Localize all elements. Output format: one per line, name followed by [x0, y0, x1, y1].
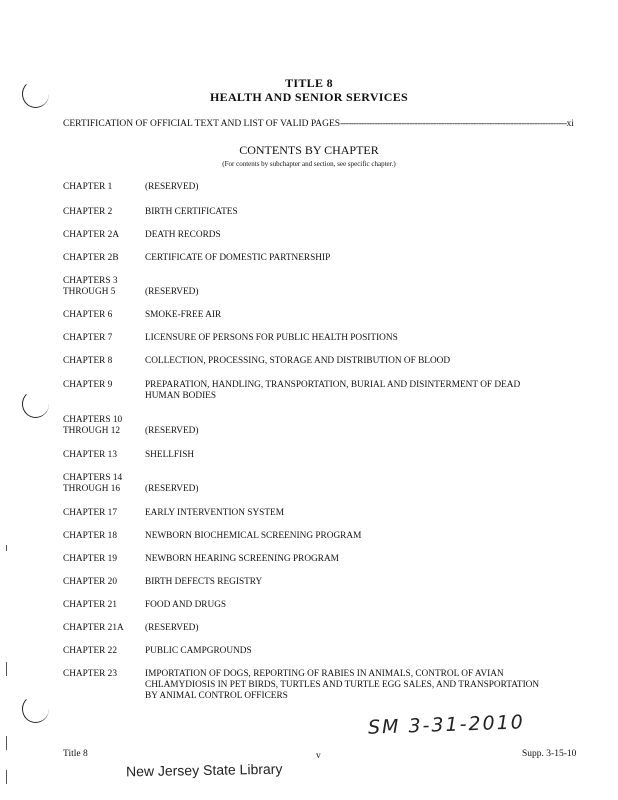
- chapter-title: LICENSURE OF PERSONS FOR PUBLIC HEALTH POSITIONS: [145, 333, 398, 343]
- chapter-title: DEATH RECORDS: [145, 230, 221, 240]
- chapter-title: SHELLFISH: [145, 450, 195, 460]
- chapter-label: CHAPTER 23: [63, 669, 117, 679]
- chapter-title: (RESERVED): [145, 287, 199, 297]
- chapter-title: (RESERVED): [145, 426, 199, 436]
- chapter-label: CHAPTER 21A: [63, 623, 124, 633]
- chapter-label: CHAPTER 18: [63, 531, 117, 541]
- chapter-label: CHAPTER 2B: [63, 253, 119, 263]
- chapter-title: PUBLIC CAMPGROUNDS: [145, 646, 252, 656]
- chapter-label: CHAPTER 9: [63, 380, 113, 390]
- certification-line: [63, 119, 583, 129]
- chapter-label: CHAPTER 2A: [63, 230, 120, 240]
- contents-heading: CONTENTS BY CHAPTER: [239, 143, 379, 157]
- chapter-label: CHAPTER 1: [63, 182, 113, 192]
- handwritten-note: SM 3-31-2010: [367, 711, 526, 739]
- document-subtitle: HEALTH AND SENIOR SERVICES: [210, 90, 408, 104]
- footer-supplement: Supp. 3-15-10: [522, 749, 577, 759]
- chapter-label: CHAPTER 20: [63, 577, 117, 587]
- chapter-label: CHAPTER 6: [63, 310, 113, 320]
- chapter-title: (RESERVED): [145, 484, 199, 494]
- certification-leader: -------------------------------------------------------------------------------------: [340, 119, 567, 129]
- library-stamp: New Jersey State Library: [125, 760, 283, 780]
- chapter-label: CHAPTER 17: [63, 508, 117, 518]
- chapter-label: CHAPTER 8: [63, 356, 113, 366]
- chapter-title: BIRTH DEFECTS REGISTRY: [145, 577, 263, 587]
- margin-mark: [6, 736, 7, 750]
- contents-note: (For contents by subchapter and section, see specific chapter.): [222, 160, 396, 168]
- punch-hole-bottom: [22, 695, 49, 723]
- certification-label: CERTIFICATION OF OFFICIAL TEXT AND LIST OF VALID PAGES: [63, 119, 341, 129]
- chapter-title: NEWBORN HEARING SCREENING PROGRAM: [145, 554, 339, 564]
- chapter-label: CHAPTER 2: [63, 207, 113, 217]
- chapter-title: (RESERVED): [145, 623, 199, 633]
- chapter-label: CHAPTERS 10 THROUGH 12: [63, 415, 123, 436]
- chapter-title: IMPORTATION OF DOGS, REPORTING OF RABIES IN ANIMALS, CONTROL OF AVIAN CHLAMYDIOSIS IN PET BIRDS, TURTLES AND TURTLE EGG SALES, AND TRANSPORTATION BY ANIMAL CONTROL OFFICERS: [145, 669, 540, 701]
- chapter-title: BIRTH CERTIFICATES: [145, 207, 238, 217]
- certification-page: xi: [566, 119, 574, 129]
- chapter-label: CHAPTER 13: [63, 450, 117, 460]
- chapter-label: CHAPTERS 3 THROUGH 5: [63, 276, 118, 297]
- chapter-title: PREPARATION, HANDLING, TRANSPORTATION, BURIAL AND DISINTERMENT OF DEAD HUMAN BODIES: [145, 380, 521, 401]
- punch-hole-middle: [22, 390, 49, 418]
- chapter-label: CHAPTER 21: [63, 600, 117, 610]
- chapter-title: CERTIFICATE OF DOMESTIC PARTNERSHIP: [145, 253, 331, 263]
- footer-page-number: v: [316, 751, 321, 761]
- chapter-title: SMOKE-FREE AIR: [145, 310, 222, 320]
- chapter-label: CHAPTER 7: [63, 333, 113, 343]
- margin-mark: [6, 545, 7, 551]
- margin-mark: [6, 770, 7, 784]
- document-title: TITLE 8: [285, 76, 333, 90]
- margin-mark: [6, 662, 7, 676]
- chapter-label: CHAPTERS 14 THROUGH 16: [63, 473, 123, 494]
- chapter-label: CHAPTER 19: [63, 554, 117, 564]
- footer-title: Title 8: [63, 749, 88, 759]
- chapter-title: EARLY INTERVENTION SYSTEM: [145, 508, 284, 518]
- chapter-label: CHAPTER 22: [63, 646, 117, 656]
- chapter-title: FOOD AND DRUGS: [145, 600, 227, 610]
- chapter-title: (RESERVED): [145, 182, 199, 192]
- chapter-title: NEWBORN BIOCHEMICAL SCREENING PROGRAM: [145, 531, 362, 541]
- chapter-title: COLLECTION, PROCESSING, STORAGE AND DISTRIBUTION OF BLOOD: [145, 356, 451, 366]
